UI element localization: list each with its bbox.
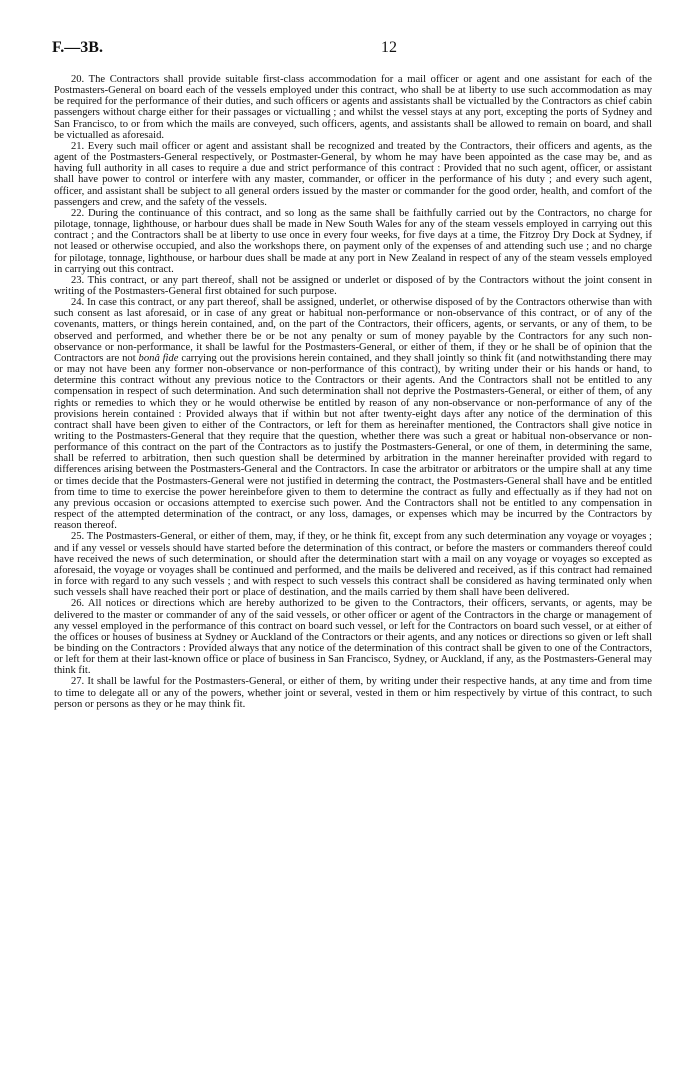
paragraph-number: 27. — [70, 676, 85, 688]
paragraph-text: Every such mail officer or agent and assistant shall be recognized and treated by the Contractors, their officers and agents, as the agent of the Postmasters-General respectively, or Postmaster-General, by whom he may have been appointed as the case may be, and as having full authority in all cases to require a due and strict performance of this contract : Provided that no such agent, officer, or assistant shall have power to control or interfere with any master, commander, or officer in the performance of his duty ; and every such agent, officer, and assistant shall be subject to all general orders issued by the master or commander for the good order, health, and comfort of the passengers and crew, and the safety of the vessels. — [54, 140, 652, 208]
document-reference: F.—3B. — [52, 39, 103, 56]
paragraph-text: During the continuance of this contract, and so long as the same shall be faithfully carried out by the Contractors, no charge for pilotage, tonnage, lighthouse, or harbour dues shall be made in New South Wales for any of the steam vessels employed in carrying out this contract ; and the Contractors shall be at liberty to use once in every four weeks, for five days at a time, the Fitzroy Dry Dock at Sydney, if not leased or otherwise occupied, and also the workshops there, on payment only of the expenses of and attending such use ; and no charge for pilotage, tonnage, lighthouse, or harbour dues shall be made at any port in New Zealand in respect of any of the steam vessels employed in carrying out this contract. — [54, 207, 652, 275]
page-number: 12 — [381, 39, 397, 56]
paragraph-text: The Postmasters-General, or either of them, may, if they, or he think fit, except from any such determination any voyage or voyages ; and if any vessel or vessels should have started before the determination of this contract, or before the masters or commanders thereof could have received the news of such determination, or should after the determination start with a mail on any voyage or voyages so excepted as aforesaid, the voyage or voyages shall be continued and performed, and the mails be delivered and received, as if this contract had remained in force with regard to any such vessels ; and with respect to such vessels this contract shall be considered as having terminated only when such vessels shall have reached their port or place of destination, and the mails carried by them shall have been delivered. — [54, 531, 652, 599]
paragraph-number: 24. — [70, 297, 85, 309]
paragraph-24 — [54, 297, 652, 531]
paragraph-number: 22. — [70, 207, 85, 219]
paragraph-text-before-italic: In case this contract, or any part thereof, shall be assigned, underlet, or otherwise disposed of by the Contractors otherwise than with such consent as last aforesaid, or in case of any great or habitual non-performance or non-observance of this contract, or of any of the covenants, matters, or things herein contained, and, on the part of the Contractors, their officers, agents, or servants, or any of them, to be observed and performed, and whether there be or be not any penalty or sum of money payable by the Contractors for any such non-observance or non-performance, it shall be lawful for the Postmasters-General, or either of them, if they or he shall be of opinion that the Contractors are not — [54, 297, 652, 364]
paragraph-number: 26. — [70, 598, 85, 610]
paragraph-number: 21. — [70, 140, 85, 152]
paragraph-21 — [54, 141, 652, 208]
paragraph-23 — [54, 275, 652, 297]
paragraph-25 — [54, 531, 652, 598]
paragraph-number: 20. — [70, 74, 85, 85]
paragraph-number: 23. — [70, 274, 85, 286]
paragraph-22 — [54, 208, 652, 275]
paragraph-26 — [54, 598, 652, 676]
paragraph-number: 25. — [70, 531, 85, 543]
italic-phrase: bonâ fide — [138, 352, 179, 364]
paragraph-20 — [54, 74, 652, 141]
paragraph-text-after-italic: carrying out the provisions herein contained, and they shall jointly so think fit (and notwithstanding there may or may not have been any former non-observance or non-performance of this contract), by writing under their or his hands or hand, to determine this contract without any previous notice to the Contractors or their agents. And the Contractors shall not be entitled to any compensation in respect of such determination. And such determination shall not deprive the Postmasters-General, or either of them, of any rights or remedies to which they or he would otherwise be entitled by reason of any non-observance or non-performance of any of the provisions herein contained : Provided always that if within but not after twenty-eight days after any notice of the dermination of this contract shall have been given to either of the Contractors, or left for them as hereinafter mentioned, the Contractors shall give notice in writing to the Postmasters-General that they require that the question, whether there was such a great or habitual non-observance or non-performance of this contract on the part of the Contractors as to justify the Postmasters-General, or one of them, in determining the same, shall be referred to arbitration, then such question shall be determined by arbitration in the manner hereinafter provided with regard to differences arising between the Postmasters-General and the Contractors. In case the arbitrator or arbitrators or the umpire shall at any time or times decide that the Postmasters-General were not justified in determing the contract, the Postmasters-General shall have and be entitled from time to time to exercise the power hereinbefore given to them to determine the contract as fully and effectually as if they had not on any previous occasion or occasions attempted to exercise such power. And the Contractors shall not be entitled to any compensation in respect of the attempted determination of the contract, or any loss, damages, or expenses which may be incurred by the Contractors by reason thereof. — [54, 352, 652, 532]
page-header — [50, 39, 654, 61]
paragraph-27 — [54, 676, 652, 709]
paragraph-text: The Contractors shall provide suitable first-class accommodation for a mail officer or agent and one assistant for each of the Postmasters-General on board each of the vessels employed under this contract, who shall be at liberty to use such accommodation as may be required for the performance of their duties, and such officers or agents and assistants shall be victualled by the Contractors as chief cabin passengers without charge either for their passages or victualling ; and whilst the vessel stays at any port, excepting the ports of Sydney and San Francisco, to or from which the mails are conveyed, such officers, agents, and assistants shall be allowed to remain on board, and shall be victualled as aforesaid. — [54, 74, 652, 141]
document-body — [54, 74, 652, 710]
paragraph-text: This contract, or any part thereof, shall not be assigned or underlet or disposed of by the Contractors without the joint consent in writing of the Postmasters-General first obtained for such purpose. — [54, 274, 652, 297]
paragraph-text: All notices or directions which are hereby authorized to be given to the Contractors, their officers, servants, or agents, may be delivered to the master or commander of any of the said vessels, or other officer or agent of the Contractors in the charge or management of any vessel employed in the performance of this contract on board such vessel, or left for the Contractors on board such vessel, or at either of the offices or houses of business at Sydney or Auckland of the Contractors or their agents, and any notices or directions so given or left shall be binding on the Contractors : Provided always that any notice of the determination of this contract shall be given to one of the Contractors, or left for them at their last-known office or place of business in San Francisco, Sydney, or Auckland, if any, as the Postmasters-General may think fit. — [54, 598, 652, 677]
paragraph-text: It shall be lawful for the Postmasters-General, or either of them, by writing under their respective hands, at any time and from time to time to delegate all or any of the powers, whether joint or several, vested in them or him respectively by virtue of this contract, to such person or persons as they or he may think fit. — [54, 676, 652, 710]
